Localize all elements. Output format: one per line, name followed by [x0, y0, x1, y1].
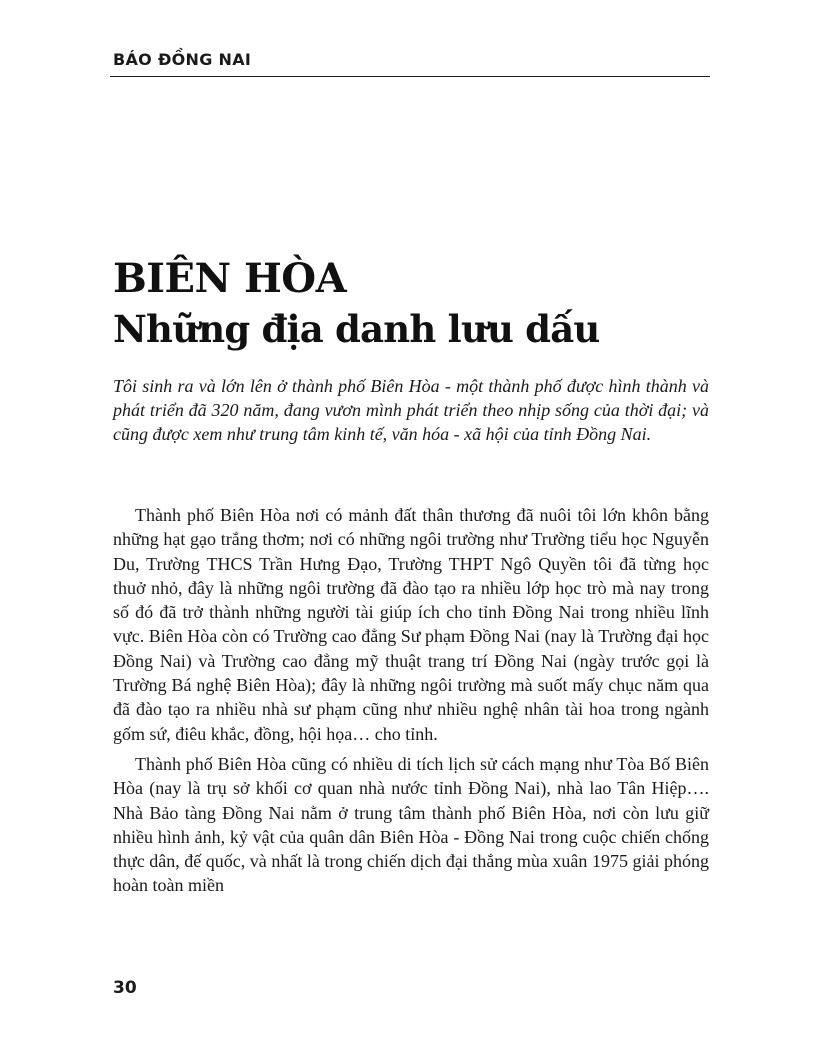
article-lead: Tôi sinh ra và lớn lên ở thành phố Biên Hòa - một thành phố được hình thành và phát triển đã 320 năm, đang vươn mình phát triển theo nhịp sống của thời đại; và cũng được xem như trung tâm kinh tế, văn hóa - xã hội của tỉnh Đồng Nai. — [113, 376, 709, 444]
body-paragraph-2: Thành phố Biên Hòa cũng có nhiều di tích lịch sử cách mạng như Tòa Bố Biên Hòa (nay là trụ sở khối cơ quan nhà nước tỉnh Đồng Nai), nhà lao Tân Hiệp…. Nhà Bảo tàng Đồng Nai nằm ở trung tâm thành phố Biên Hòa, nơi còn lưu giữ nhiều hình ảnh, kỷ vật của quân dân Biên Hòa - Đồng Nai trong cuộc chiến chống thực dân, đế quốc, và nhất là trong chiến dịch đại thắng mùa xuân 1975 giải phóng hoàn toàn miền — [113, 753, 709, 896]
article-title — [113, 254, 713, 354]
running-header: BÁO ĐỒNG NAI — [113, 50, 252, 69]
article-body — [113, 503, 709, 904]
page-number: 30 — [113, 978, 137, 998]
header-rule — [110, 76, 710, 77]
article-title-line2: Những địa danh lưu dấu — [113, 307, 600, 351]
article-title-line1: BIÊN HÒA — [113, 255, 347, 302]
body-paragraph-1: Thành phố Biên Hòa nơi có mảnh đất thân thương đã nuôi tôi lớn khôn bằng những hạt gạo trắng thơm; nơi có những ngôi trường như Trường tiểu học Nguyễn Du, Trường THCS Trần Hưng Đạo, Trường THPT Ngô Quyền tôi đã từng học thuở nhỏ, đây là những ngôi trường đã đào tạo ra nhiều lớp học trò mà nay trong số đó đã trở thành những người tài giúp ích cho tỉnh Đồng Nai trong nhiều lĩnh vực. Biên Hòa còn có Trường cao đẳng Sư phạm Đồng Nai (nay là Trường đại học Đồng Nai) và Trường cao đẳng mỹ thuật trang trí Đồng Nai (ngày trước gọi là Trường Bá nghệ Biên Hòa); đây là những ngôi trường mà suốt mấy chục năm qua đã đào tạo ra nhiều nhà sư phạm cũng như nhiều nghệ nhân tài hoa trong ngành gốm sứ, điêu khắc, đồng, hội họa… cho tỉnh. — [113, 505, 709, 744]
